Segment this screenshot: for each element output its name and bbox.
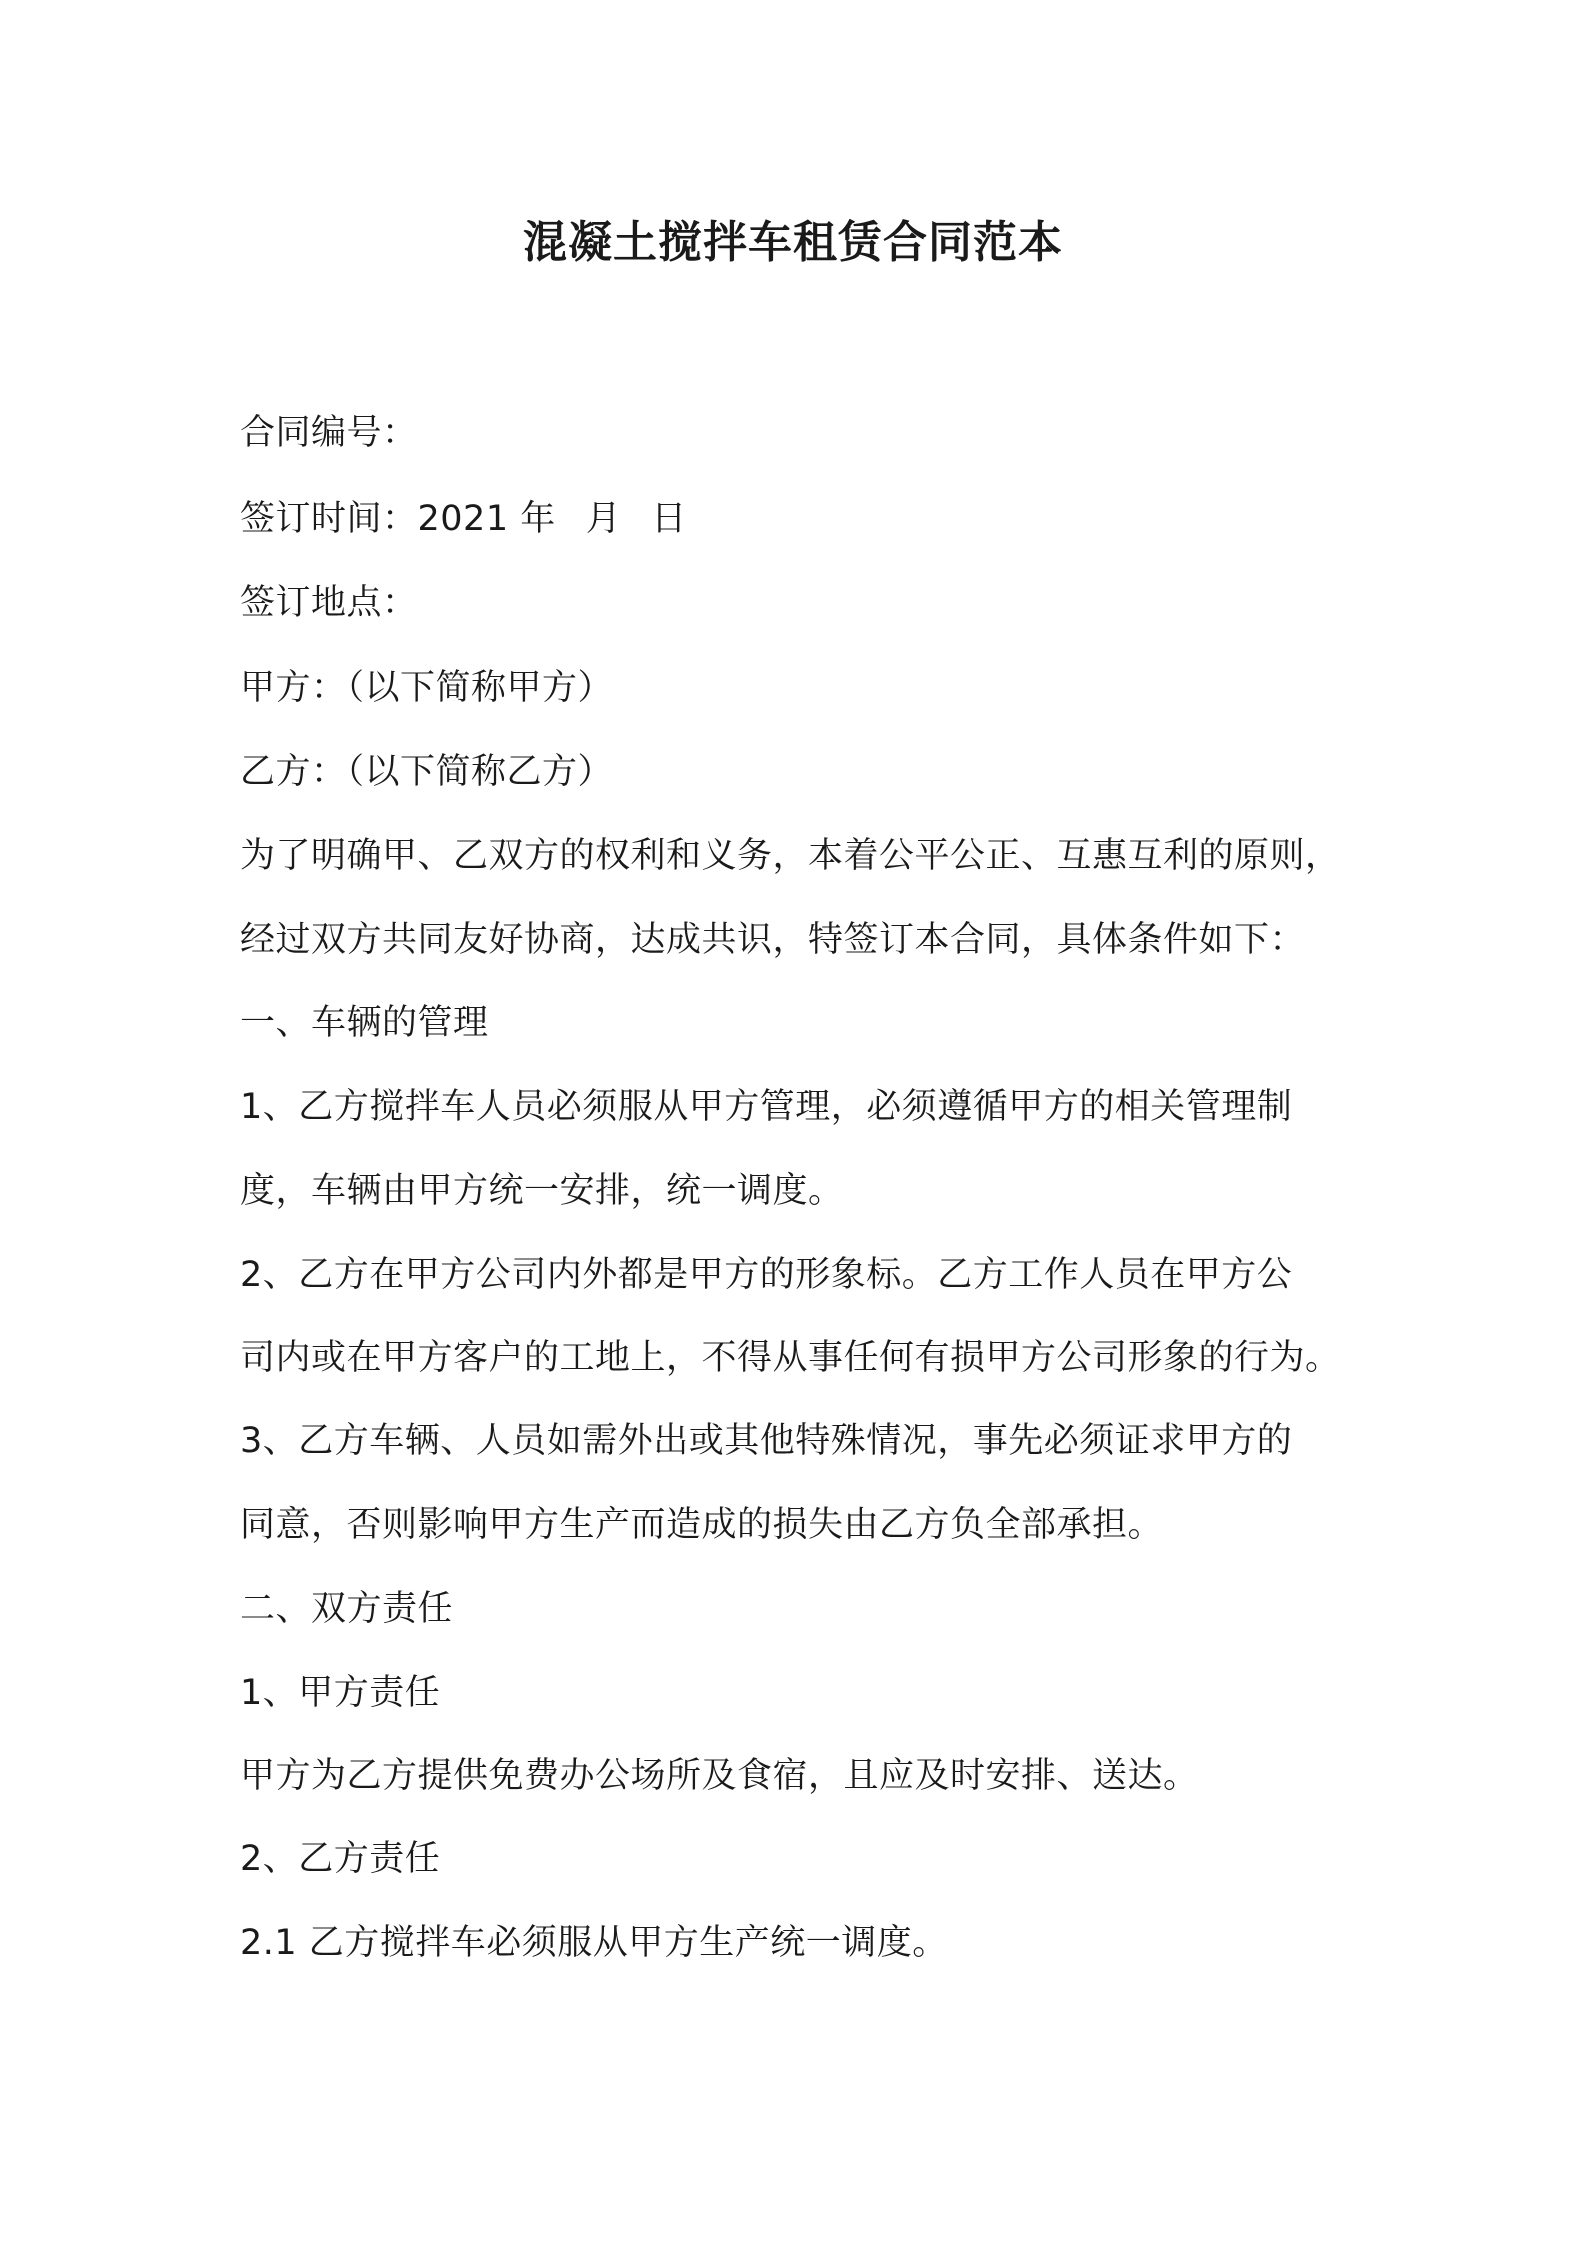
party-a-line: 甲方：（以下简称甲方） [240, 668, 614, 708]
clause-3-line-2: 同意，否则影响甲方生产而造成的损失由乙方负全部承担。 [240, 1505, 1164, 1545]
clause-1-line-1: 1、乙方搅拌车人员必须服从甲方管理，必须遵循甲方的相关管理制 [240, 1087, 1293, 1127]
sign-date-day: 日 [651, 499, 687, 539]
preamble-line-2: 经过双方共同友好协商，达成共识，特签订本合同，具体条件如下： [240, 920, 1306, 960]
sign-date-year: 2021 年 [417, 499, 556, 539]
party-b-item-1: 2.1 乙方搅拌车必须服从甲方生产统一调度。 [240, 1923, 948, 1963]
clause-2-line-1: 2、乙方在甲方公司内外都是甲方的形象标。乙方工作人员在甲方公 [240, 1255, 1293, 1295]
sign-date-line [240, 494, 687, 544]
sign-place-label: 签订地点： [240, 583, 418, 623]
party-a-responsibility-text: 甲方为乙方提供免费办公场所及食宿，且应及时安排、送达。 [240, 1756, 1199, 1796]
clause-2-line-2: 司内或在甲方客户的工地上，不得从事任何有损甲方公司形象的行为。 [240, 1338, 1341, 1378]
document-title: 混凝土搅拌车租赁合同范本 [523, 217, 1063, 268]
preamble-line-1: 为了明确甲、乙双方的权利和义务，本着公平公正、互惠互利的原则， [240, 836, 1341, 876]
sign-date-label: 签订时间： [240, 499, 418, 539]
party-b-responsibility-heading: 2、乙方责任 [240, 1839, 441, 1879]
clause-3-line-1: 3、乙方车辆、人员如需外出或其他特殊情况，事先必须证求甲方的 [240, 1421, 1293, 1461]
sign-date-month: 月 [585, 499, 622, 539]
party-b-line: 乙方：（以下简称乙方） [240, 752, 614, 792]
section-1-heading: 一、车辆的管理 [240, 1003, 489, 1043]
party-a-responsibility-heading: 1、甲方责任 [240, 1673, 441, 1713]
clause-1-line-2: 度，车辆由甲方统一安排，统一调度。 [240, 1171, 844, 1211]
section-2-heading: 二、双方责任 [240, 1589, 454, 1629]
contract-number-label: 合同编号： [240, 413, 418, 453]
